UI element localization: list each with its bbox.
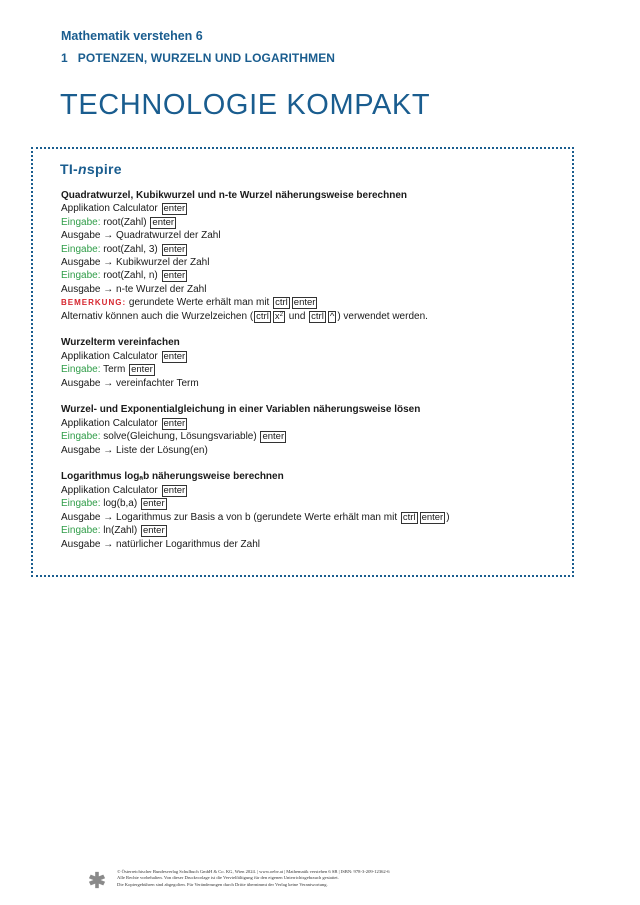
section-heading: Quadratwurzel, Kubikwurzel und n-te Wurzel näherungsweise berechnen	[61, 190, 407, 201]
input-label: Eingabe:	[61, 216, 101, 228]
input-label: Eingabe:	[61, 270, 101, 282]
chapter-number: 1	[61, 51, 68, 65]
footer-line: Alle Rechte vorbehalten. Von dieser Druckvorlage ist die Vervielfältigung für den eigenen Unterrichtsgebrauch gestattet.	[117, 875, 339, 881]
footer-line: Die Kopiergebühren sind abgegolten. Für Veränderungen durch Dritte übernimmt der Verlag keine Verantwortung.	[117, 881, 328, 887]
app-line	[61, 202, 561, 215]
input-line	[61, 363, 561, 376]
remark-label: BEMERKUNG:	[61, 298, 127, 308]
output-line	[61, 538, 561, 551]
enter-key: enter	[163, 270, 186, 282]
output-text: Logarithmus zur Basis a von b (gerundete Werte erhält man mit	[116, 511, 398, 523]
box-title	[60, 161, 122, 177]
alternative-line	[61, 310, 561, 323]
app-label: Applikation Calculator	[61, 484, 158, 496]
output-label: Ausgabe →	[61, 230, 114, 242]
chapter-heading	[61, 51, 335, 65]
section-simplify	[61, 336, 561, 390]
app-line	[61, 484, 561, 497]
output-label: Ausgabe →	[61, 257, 114, 269]
input-label: Eingabe:	[61, 498, 101, 510]
enter-key: enter	[163, 203, 186, 215]
publisher-logo-icon	[88, 871, 106, 889]
output-line	[61, 256, 561, 269]
app-label: Applikation Calculator	[61, 350, 158, 362]
ctrl-key: ctrl	[256, 310, 269, 322]
box-title-prefix: TI-	[60, 161, 79, 177]
x-key-base: x	[274, 310, 280, 322]
enter-key: enter	[421, 511, 444, 523]
output-label: Ausgabe →	[61, 444, 114, 456]
output-line	[61, 229, 561, 242]
app-label: Applikation Calculator	[61, 203, 158, 215]
input-label: Eingabe:	[61, 243, 101, 255]
section-heading: Wurzelterm vereinfachen	[61, 337, 180, 349]
enter-key: enter	[152, 216, 175, 228]
remark-line	[61, 296, 561, 309]
page-heading: TECHNOLOGIE KOMPAKT	[60, 89, 431, 121]
input-line	[61, 497, 561, 510]
output-line	[61, 283, 561, 296]
ctrl-key: ctrl	[275, 297, 288, 309]
section-logarithm	[61, 470, 561, 550]
output-label: Ausgabe →	[61, 511, 114, 523]
app-line	[61, 350, 561, 363]
input-label: Eingabe:	[61, 364, 101, 376]
x-squared-key	[273, 311, 285, 323]
enter-key: enter	[163, 417, 186, 429]
book-title: Mathematik verstehen 6	[61, 29, 203, 43]
app-label: Applikation Calculator	[61, 417, 158, 429]
output-text: Quadratwurzel der Zahl	[116, 230, 221, 242]
section-roots	[61, 189, 561, 323]
app-line	[61, 417, 561, 430]
input-text: root(Zahl, 3)	[103, 243, 158, 255]
input-text: ln(Zahl)	[103, 525, 138, 537]
box-title-italic: n	[78, 161, 87, 177]
section-solve	[61, 403, 561, 457]
enter-key: enter	[131, 364, 153, 376]
enter-key: enter	[163, 484, 186, 496]
section-heading: Wurzel- und Exponentialgleichung in einer Variablen näherungsweise lösen	[61, 404, 421, 416]
enter-key: enter	[262, 431, 285, 443]
input-label: Eingabe:	[61, 525, 101, 537]
caret-key: ^	[329, 310, 335, 322]
output-text: natürlicher Logarithmus der Zahl	[116, 538, 261, 550]
enter-key: enter	[163, 350, 186, 362]
x-key-exponent: 2	[279, 311, 283, 318]
remark-text: gerundete Werte erhält man mit	[128, 297, 270, 309]
input-line	[61, 524, 561, 537]
output-text: n-te Wurzel der Zahl	[116, 283, 207, 295]
output-line	[61, 511, 561, 524]
input-line	[61, 243, 561, 256]
box-title-suffix: spire	[86, 161, 122, 177]
footer-line: © Österreichischer Bundesverlag Schulbuch GmbH & Co. KG, Wien 2024. | www.oebv.at | Mathematik verstehen 6 SB | ISBN: 978-3-209-12362-6	[117, 869, 390, 874]
output-text-close: )	[446, 511, 450, 523]
input-text: log(b,a)	[103, 498, 138, 510]
input-line	[61, 216, 561, 229]
enter-key: enter	[142, 525, 165, 537]
alt-text-and: und	[288, 310, 306, 322]
footer-copyright	[117, 869, 390, 888]
ctrl-key: ctrl	[402, 511, 416, 523]
section-heading: Logarithmus logₐb näherungsweise berechnen	[61, 471, 284, 483]
enter-key: enter	[142, 498, 165, 510]
alt-text-start: Alternativ können auch die Wurzelzeichen (	[61, 310, 254, 322]
output-line	[61, 377, 561, 390]
box-content	[61, 189, 561, 551]
output-label: Ausgabe →	[61, 538, 114, 550]
enter-key: enter	[293, 297, 316, 309]
ctrl-key: ctrl	[311, 310, 324, 322]
alt-text-end: ) verwendet werden.	[337, 310, 428, 322]
enter-key: enter	[163, 243, 186, 255]
output-label: Ausgabe →	[61, 283, 114, 295]
input-text: Term	[103, 364, 126, 376]
input-text: solve(Gleichung, Lösungsvariable)	[103, 431, 257, 443]
input-label: Eingabe:	[61, 431, 101, 443]
output-text: Kubikwurzel der Zahl	[116, 257, 210, 269]
input-text: root(Zahl)	[103, 216, 147, 228]
input-line	[61, 430, 561, 443]
chapter-title: POTENZEN, WURZELN UND LOGARITHMEN	[77, 51, 336, 65]
output-text: Liste der Lösung(en)	[116, 444, 208, 456]
output-line	[61, 444, 561, 457]
output-label: Ausgabe →	[61, 377, 114, 389]
input-line	[61, 269, 561, 282]
output-text: vereinfachter Term	[116, 377, 199, 389]
input-text: root(Zahl, n)	[103, 270, 158, 282]
